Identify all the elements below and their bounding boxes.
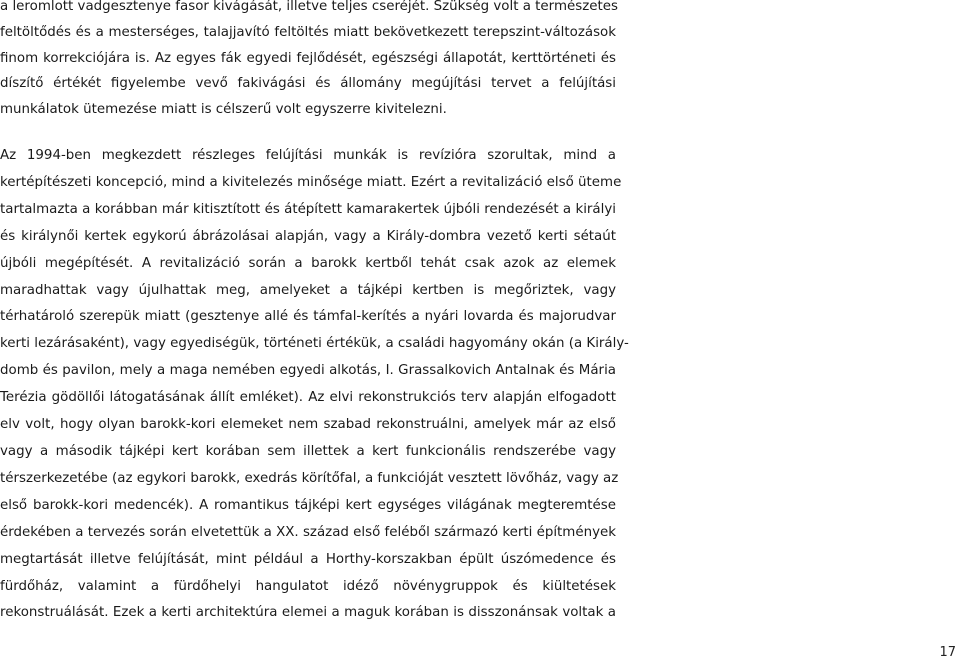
text-line: térhatároló szerepük miatt (gesztenye allé és támfal-kerítés a nyári lovarda és majorudvar	[0, 309, 616, 325]
text-line: maradhattak vagy újulhattak meg, amelyeket a tájképi kertben is megőriztek, vagy	[0, 282, 616, 298]
text-line: újbóli megépítését. A revitalizáció során a barokk kertből tehát csak azok az elemek	[0, 255, 616, 271]
text-line: feltöltődés és a mesterséges, talajjavító feltöltés miatt bekövetkezett terepszint-változások	[0, 24, 616, 40]
text-line: térszerkezetébe (az egykori barokk, exedrás körítőfal, a funkcióját vesztett lövőház, vagy az	[0, 470, 619, 486]
page-number: 17	[939, 645, 956, 660]
text-line: Az 1994-ben megkezdett részleges felújítási munkák is revízióra szorultak, mind a	[0, 148, 616, 163]
text-line: elv volt, hogy olyan barokk-kori elemeket nem szabad rekonstruálni, amelyek már az első	[0, 417, 616, 433]
text-line: érdekében a tervezés során elvetettük a XX. század első feléből származó kerti építmények	[0, 524, 616, 540]
text-line: rekonstruálását. Ezek a kerti architektúra elemei a maguk korában is disszonánsak voltak a	[0, 605, 616, 621]
text-line: és királynői kertek egykorú ábrázolásai alapján, vagy a Király-dombra vezető kerti sétaút	[0, 228, 616, 244]
paragraph-2	[0, 143, 629, 627]
text-line: Terézia gödöllői látogatásának állít emléket). Az elvi rekonstrukciós terv alapján elfogadott	[0, 390, 616, 406]
text-line: megtartását illetve felújítását, mint például a Horthy-korszakban épült úszómedence és	[0, 551, 616, 567]
text-line: a leromlott vadgesztenye fasor kivágását, illetve teljes cseréjét. Szükség volt a természetes	[0, 0, 618, 14]
paragraph-1	[0, 0, 616, 123]
text-line: finom korrekciójára is. Az egyes fák egyedi fejlődését, egészségi állapotát, kerttörténeti és	[0, 50, 616, 66]
text-line: fürdőház, valamint a fürdőhelyi hangulatot idéző növénygruppok és kiültetések	[0, 578, 616, 594]
text-line: első barokk-kori medencék). A romantikus tájképi kert egységes világának megteremtése	[0, 497, 616, 513]
text-line: tartalmazta a korábban már kitisztított és átépített kamarakertek újbóli rendezését a királyi	[0, 201, 616, 217]
text-line: díszítő értékét figyelembe vevő fakivágási és állomány megújítási tervet a felújítási	[0, 76, 616, 92]
text-line: munkálatok ütemezése miatt is célszerű volt egyszerre kivitelezni.	[0, 102, 447, 118]
text-line: kertépítészeti koncepció, mind a kivitelezés minősége miatt. Ezért a revitalizáció első üteme	[0, 174, 622, 190]
text-line: domb és pavilon, mely a maga nemében egyedi alkotás, I. Grassalkovich Antalnak és Mária	[0, 363, 616, 379]
text-line: vagy a második tájképi kert korában sem illettek a kert funkcionális rendszerébe vagy	[0, 443, 616, 459]
text-line: kerti lezárásaként), vagy egyediségük, történeti értékük, a családi hagyomány okán (a Király-	[0, 336, 629, 352]
